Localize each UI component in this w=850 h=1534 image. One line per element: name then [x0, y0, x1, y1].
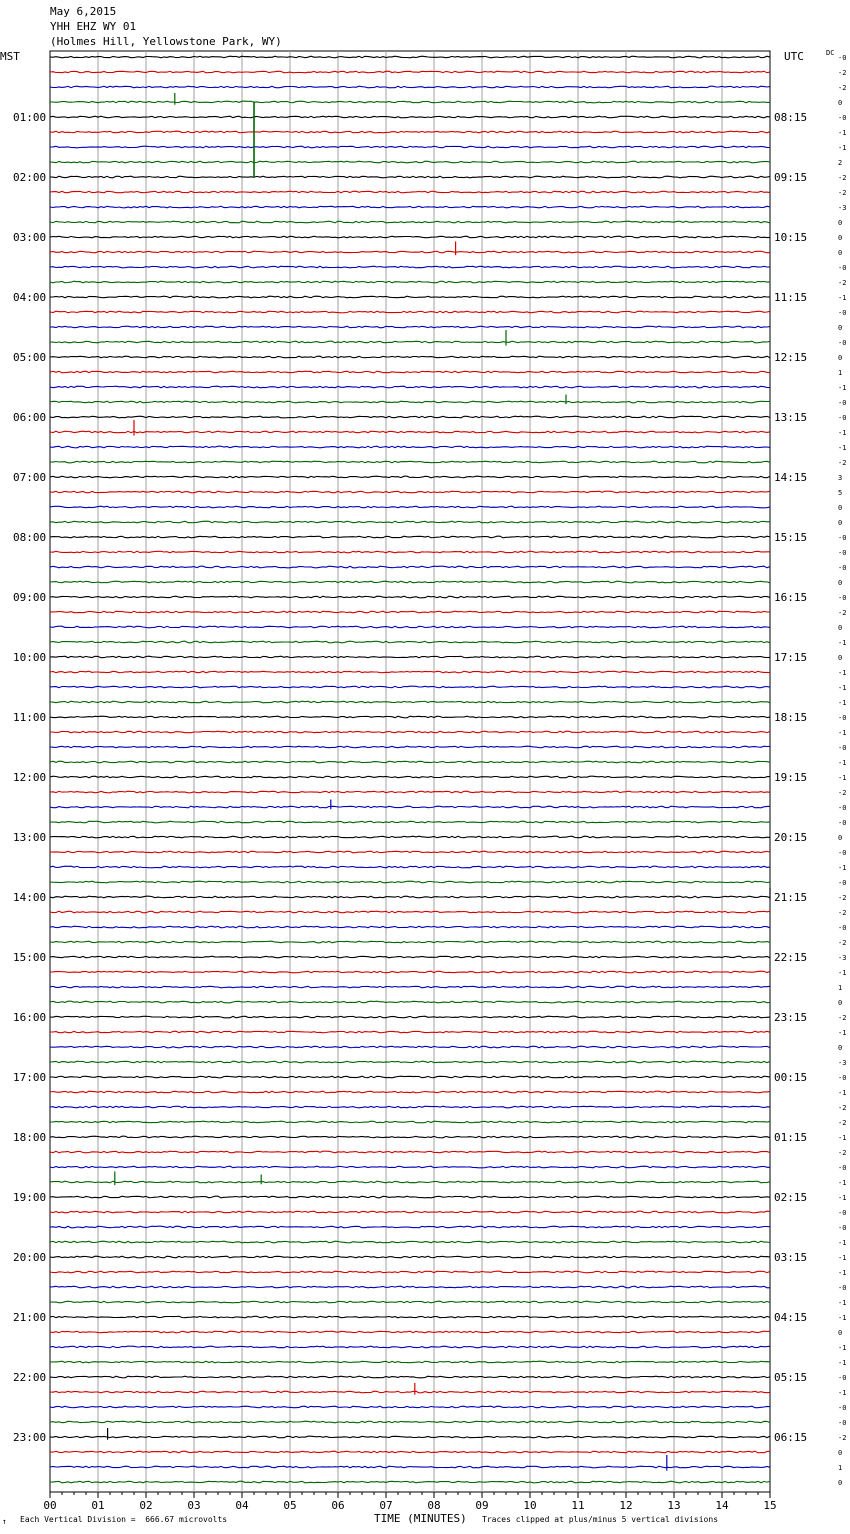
seismic-trace [50, 476, 770, 478]
utc-hour-label: 16:15 [774, 591, 808, 604]
dc-offset-label: 0 [838, 654, 843, 662]
dc-offset-label: -1 [838, 1344, 847, 1352]
dc-offset-label: -0 [838, 924, 847, 932]
x-tick-label: 10 [523, 1499, 537, 1512]
seismic-trace [50, 1436, 770, 1438]
dc-offset-label: -1 [838, 429, 847, 437]
dc-offset-label: -2 [838, 909, 847, 917]
seismic-trace [50, 566, 770, 568]
seismic-trace [50, 1181, 770, 1183]
dc-offset-label: -1 [838, 1269, 847, 1277]
dc-offset-label: 2 [838, 159, 843, 167]
seismic-trace [50, 1301, 770, 1303]
x-tick-label: 00 [43, 1499, 57, 1512]
x-tick-label: 05 [283, 1499, 297, 1512]
dc-offset-label: 0 [838, 324, 843, 332]
x-tick-label: 08 [427, 1499, 441, 1512]
dc-offset-label: -0 [838, 54, 847, 62]
mst-hour-label: 02:00 [13, 171, 47, 184]
date-title: May 6,2015 [50, 5, 117, 18]
mst-hour-label: 09:00 [13, 591, 47, 604]
seismic-trace [50, 1196, 770, 1198]
seismic-trace [50, 851, 770, 853]
dc-offset-label: -0 [838, 744, 847, 752]
seismic-trace [50, 1091, 770, 1093]
seismic-trace [50, 791, 770, 793]
seismic-trace [50, 761, 770, 763]
seismic-trace [50, 971, 770, 973]
dc-offset-label: -1 [838, 1254, 847, 1262]
dc-offset-label: -1 [838, 444, 847, 452]
x-tick-label: 14 [715, 1499, 729, 1512]
seismic-trace [50, 176, 770, 178]
dc-offset-label: -1 [838, 384, 847, 392]
dc-offset-label: -1 [838, 1179, 847, 1187]
utc-hour-label: 21:15 [774, 891, 808, 904]
dc-offset-label: -0 [838, 1074, 847, 1082]
seismic-trace [50, 1046, 770, 1048]
dc-offset-label: -2 [838, 1149, 847, 1157]
seismic-trace [50, 1481, 770, 1483]
seismic-trace [50, 746, 770, 748]
seismic-trace [50, 581, 770, 583]
dc-offset-label: -2 [838, 1434, 847, 1442]
seismic-trace [50, 266, 770, 268]
seismic-trace [50, 1271, 770, 1273]
dc-offset-label: -0 [838, 714, 847, 722]
mst-hour-label: 13:00 [13, 831, 47, 844]
dc-offset-label: -1 [838, 1359, 847, 1367]
dc-offset-label: -2 [838, 189, 847, 197]
mst-hour-label: 03:00 [13, 231, 47, 244]
seismic-trace [50, 1316, 770, 1318]
dc-offset-label: -3 [838, 1059, 847, 1067]
utc-hour-label: 08:15 [774, 111, 808, 124]
dc-offset-label: 0 [838, 1449, 843, 1457]
dc-offset-label: -1 [838, 729, 847, 737]
seismic-trace [50, 101, 770, 103]
dc-offset-label: -1 [838, 144, 847, 152]
seismic-trace [50, 911, 770, 913]
dc-offset-label: 0 [838, 504, 843, 512]
seismic-trace [50, 1226, 770, 1228]
seismic-trace [50, 701, 770, 703]
utc-hour-label: 06:15 [774, 1431, 808, 1444]
seismic-trace [50, 806, 770, 808]
dc-offset-label: -0 [838, 399, 847, 407]
dc-offset-label: -0 [838, 264, 847, 272]
seismic-trace [50, 491, 770, 493]
dc-offset-label: 3 [838, 474, 843, 482]
dc-offset-label: -0 [838, 1419, 847, 1427]
seismic-trace [50, 551, 770, 553]
seismic-trace [50, 866, 770, 868]
mst-hour-label: 22:00 [13, 1371, 47, 1384]
seismic-trace [50, 221, 770, 223]
utc-hour-label: 01:15 [774, 1131, 808, 1144]
dc-offset-label: -0 [838, 594, 847, 602]
dc-offset-label: -0 [838, 534, 847, 542]
seismic-trace [50, 1451, 770, 1453]
dc-offset-label: -2 [838, 174, 847, 182]
mst-hour-label: 06:00 [13, 411, 47, 424]
seismic-trace [50, 1211, 770, 1213]
seismic-trace [50, 341, 770, 343]
seismic-trace [50, 641, 770, 643]
dc-offset-label: 1 [838, 984, 843, 992]
dc-offset-label: -2 [838, 1119, 847, 1127]
seismic-trace [50, 56, 770, 58]
dc-offset-label: -0 [838, 114, 847, 122]
seismic-trace [50, 1286, 770, 1288]
mst-hour-label: 21:00 [13, 1311, 47, 1324]
dc-offset-label: -0 [838, 849, 847, 857]
seismic-trace [50, 416, 770, 418]
dc-offset-label: 0 [838, 249, 843, 257]
left-axis-title: MST [0, 50, 20, 63]
dc-offset-label: -0 [838, 1404, 847, 1412]
dc-offset-label: -1 [838, 759, 847, 767]
utc-hour-label: 14:15 [774, 471, 808, 484]
dc-offset-label: -2 [838, 84, 847, 92]
x-tick-label: 09 [475, 1499, 489, 1512]
dc-offset-label: -1 [838, 1239, 847, 1247]
seismic-trace [50, 161, 770, 163]
seismic-trace [50, 521, 770, 523]
mst-hour-label: 12:00 [13, 771, 47, 784]
dc-offset-label: -1 [838, 1029, 847, 1037]
seismic-trace [50, 1076, 770, 1078]
utc-hour-label: 04:15 [774, 1311, 808, 1324]
seismic-trace [50, 926, 770, 928]
mst-hour-label: 01:00 [13, 111, 47, 124]
dc-offset-label: 0 [838, 234, 843, 242]
x-tick-label: 13 [667, 1499, 681, 1512]
dc-offset-label: -1 [838, 294, 847, 302]
seismic-trace [50, 596, 770, 598]
dc-offset-label: -3 [838, 204, 847, 212]
seismic-trace [50, 1361, 770, 1363]
mst-hour-label: 16:00 [13, 1011, 47, 1024]
dc-offset-label: -1 [838, 1314, 847, 1322]
seismic-trace [50, 716, 770, 718]
seismic-trace [50, 1466, 770, 1468]
x-tick-label: 07 [379, 1499, 393, 1512]
dc-title: DC [826, 49, 835, 57]
seismic-trace [50, 626, 770, 628]
dc-offset-label: -1 [838, 1389, 847, 1397]
dc-offset-label: -0 [838, 819, 847, 827]
seismic-trace [50, 1391, 770, 1393]
x-tick-label: 01 [91, 1499, 105, 1512]
dc-offset-label: 5 [838, 489, 843, 497]
dc-offset-label: -0 [838, 1164, 847, 1172]
dc-offset-label: -1 [838, 1089, 847, 1097]
seismic-trace [50, 1346, 770, 1348]
dc-offset-label: 0 [838, 1044, 843, 1052]
seismic-trace [50, 86, 770, 88]
seismic-trace [50, 461, 770, 463]
seismic-trace [50, 116, 770, 118]
seismic-trace [50, 896, 770, 898]
seismic-trace [50, 401, 770, 403]
seismic-trace [50, 1376, 770, 1378]
seismic-trace [50, 1421, 770, 1423]
dc-offset-label: -2 [838, 459, 847, 467]
seismic-trace [50, 956, 770, 958]
x-tick-label: 06 [331, 1499, 345, 1512]
seismic-trace [50, 146, 770, 148]
dc-offset-label: 0 [838, 999, 843, 1007]
utc-hour-label: 05:15 [774, 1371, 808, 1384]
seismic-trace [50, 836, 770, 838]
utc-hour-label: 00:15 [774, 1071, 808, 1084]
utc-hour-label: 22:15 [774, 951, 808, 964]
seismic-trace [50, 1151, 770, 1153]
dc-offset-label: -1 [838, 699, 847, 707]
seismic-trace [50, 611, 770, 613]
seismic-trace [50, 686, 770, 688]
dc-offset-label: -0 [838, 1284, 847, 1292]
mst-hour-label: 19:00 [13, 1191, 47, 1204]
dc-offset-label: -1 [838, 129, 847, 137]
seismic-trace [50, 1001, 770, 1003]
dc-offset-label: -2 [838, 609, 847, 617]
dc-offset-label: -2 [838, 1104, 847, 1112]
seismic-trace [50, 356, 770, 358]
dc-offset-label: -1 [838, 684, 847, 692]
dc-offset-label: -1 [838, 864, 847, 872]
mst-hour-label: 18:00 [13, 1131, 47, 1144]
mst-hour-label: 23:00 [13, 1431, 47, 1444]
clip-note: Traces clipped at plus/minus 5 vertical divisions [482, 1515, 719, 1524]
utc-hour-label: 12:15 [774, 351, 808, 364]
dc-offset-label: -0 [838, 804, 847, 812]
utc-hour-label: 19:15 [774, 771, 808, 784]
seismic-trace [50, 191, 770, 193]
seismic-trace [50, 251, 770, 253]
seismic-trace [50, 1166, 770, 1168]
dc-offset-label: -2 [838, 939, 847, 947]
mst-hour-label: 08:00 [13, 531, 47, 544]
seismic-trace [50, 506, 770, 508]
seismic-trace [50, 986, 770, 988]
dc-offset-label: 1 [838, 369, 843, 377]
x-tick-label: 12 [619, 1499, 633, 1512]
dc-offset-label: -1 [838, 1299, 847, 1307]
dc-offset-label: -3 [838, 954, 847, 962]
mst-hour-label: 14:00 [13, 891, 47, 904]
dc-offset-label: -1 [838, 1134, 847, 1142]
seismic-trace [50, 821, 770, 823]
mst-hour-label: 17:00 [13, 1071, 47, 1084]
dc-offset-label: -0 [838, 564, 847, 572]
seismic-trace [50, 731, 770, 733]
utc-hour-label: 20:15 [774, 831, 808, 844]
utc-hour-label: 15:15 [774, 531, 808, 544]
seismic-trace [50, 326, 770, 328]
seismic-trace [50, 1331, 770, 1333]
dc-offset-label: 0 [838, 99, 843, 107]
dc-offset-label: -0 [838, 1209, 847, 1217]
x-tick-label: 03 [187, 1499, 201, 1512]
seismic-trace [50, 536, 770, 538]
dc-offset-label: -0 [838, 1224, 847, 1232]
dc-offset-label: 0 [838, 624, 843, 632]
seismic-trace [50, 371, 770, 373]
dc-offset-label: 0 [838, 1479, 843, 1487]
dc-offset-label: -0 [838, 339, 847, 347]
seismic-trace [50, 671, 770, 673]
seismic-trace [50, 1241, 770, 1243]
seismic-trace [50, 386, 770, 388]
seismic-trace [50, 1256, 770, 1258]
seismic-trace [50, 206, 770, 208]
mst-hour-label: 15:00 [13, 951, 47, 964]
dc-offset-label: -0 [838, 879, 847, 887]
mst-hour-label: 20:00 [13, 1251, 47, 1264]
mst-hour-label: 07:00 [13, 471, 47, 484]
seismic-trace [50, 881, 770, 883]
utc-hour-label: 10:15 [774, 231, 808, 244]
dc-offset-label: 0 [838, 354, 843, 362]
mst-hour-label: 10:00 [13, 651, 47, 664]
x-tick-label: 11 [571, 1499, 585, 1512]
dc-offset-label: -0 [838, 549, 847, 557]
seismic-trace [50, 656, 770, 658]
seismic-trace [50, 1136, 770, 1138]
seismic-trace [50, 1106, 770, 1108]
dc-offset-label: 0 [838, 834, 843, 842]
dc-offset-label: 0 [838, 1329, 843, 1337]
dc-offset-label: 0 [838, 219, 843, 227]
scale-note: Each Vertical Division = 666.67 microvolts [20, 1515, 228, 1524]
location-title: (Holmes Hill, Yellowstone Park, WY) [50, 35, 282, 48]
x-axis-title: TIME (MINUTES) [374, 1512, 467, 1525]
seismic-trace [50, 776, 770, 778]
utc-hour-label: 03:15 [774, 1251, 808, 1264]
seismic-trace [50, 941, 770, 943]
utc-hour-label: 11:15 [774, 291, 808, 304]
utc-hour-label: 23:15 [774, 1011, 808, 1024]
utc-hour-label: 13:15 [774, 411, 808, 424]
seismic-trace [50, 131, 770, 133]
utc-hour-label: 18:15 [774, 711, 808, 724]
seismic-trace [50, 1121, 770, 1123]
x-tick-label: 15 [763, 1499, 777, 1512]
seismic-trace [50, 296, 770, 298]
dc-offset-label: -0 [838, 1374, 847, 1382]
utc-hour-label: 17:15 [774, 651, 808, 664]
seismic-trace [50, 431, 770, 433]
seismic-trace [50, 236, 770, 238]
dc-offset-label: -0 [838, 414, 847, 422]
dc-offset-label: -1 [838, 1194, 847, 1202]
seismic-trace [50, 281, 770, 283]
mst-hour-label: 05:00 [13, 351, 47, 364]
mst-hour-label: 04:00 [13, 291, 47, 304]
seismic-trace [50, 446, 770, 448]
dc-offset-label: -2 [838, 279, 847, 287]
scale-mark: ↑ [2, 1517, 7, 1526]
right-axis-title: UTC [784, 50, 804, 63]
dc-offset-label: -1 [838, 969, 847, 977]
dc-offset-label: -1 [838, 639, 847, 647]
dc-offset-label: 0 [838, 519, 843, 527]
utc-hour-label: 02:15 [774, 1191, 808, 1204]
dc-offset-label: -2 [838, 69, 847, 77]
dc-offset-label: -2 [838, 789, 847, 797]
mst-hour-label: 11:00 [13, 711, 47, 724]
dc-offset-label: -0 [838, 309, 847, 317]
seismic-trace [50, 1061, 770, 1063]
dc-offset-label: 1 [838, 1464, 843, 1472]
seismic-trace [50, 311, 770, 313]
dc-offset-label: -1 [838, 669, 847, 677]
seismic-trace [50, 1016, 770, 1018]
station-title: YHH EHZ WY 01 [50, 20, 137, 33]
seismic-trace [50, 71, 770, 73]
seismic-trace [50, 1031, 770, 1033]
seismic-trace [50, 1406, 770, 1408]
x-tick-label: 02 [139, 1499, 153, 1512]
dc-offset-label: 0 [838, 579, 843, 587]
dc-offset-label: -2 [838, 1014, 847, 1022]
dc-offset-label: -2 [838, 894, 847, 902]
x-tick-label: 04 [235, 1499, 249, 1512]
dc-offset-label: -1 [838, 774, 847, 782]
utc-hour-label: 09:15 [774, 171, 808, 184]
